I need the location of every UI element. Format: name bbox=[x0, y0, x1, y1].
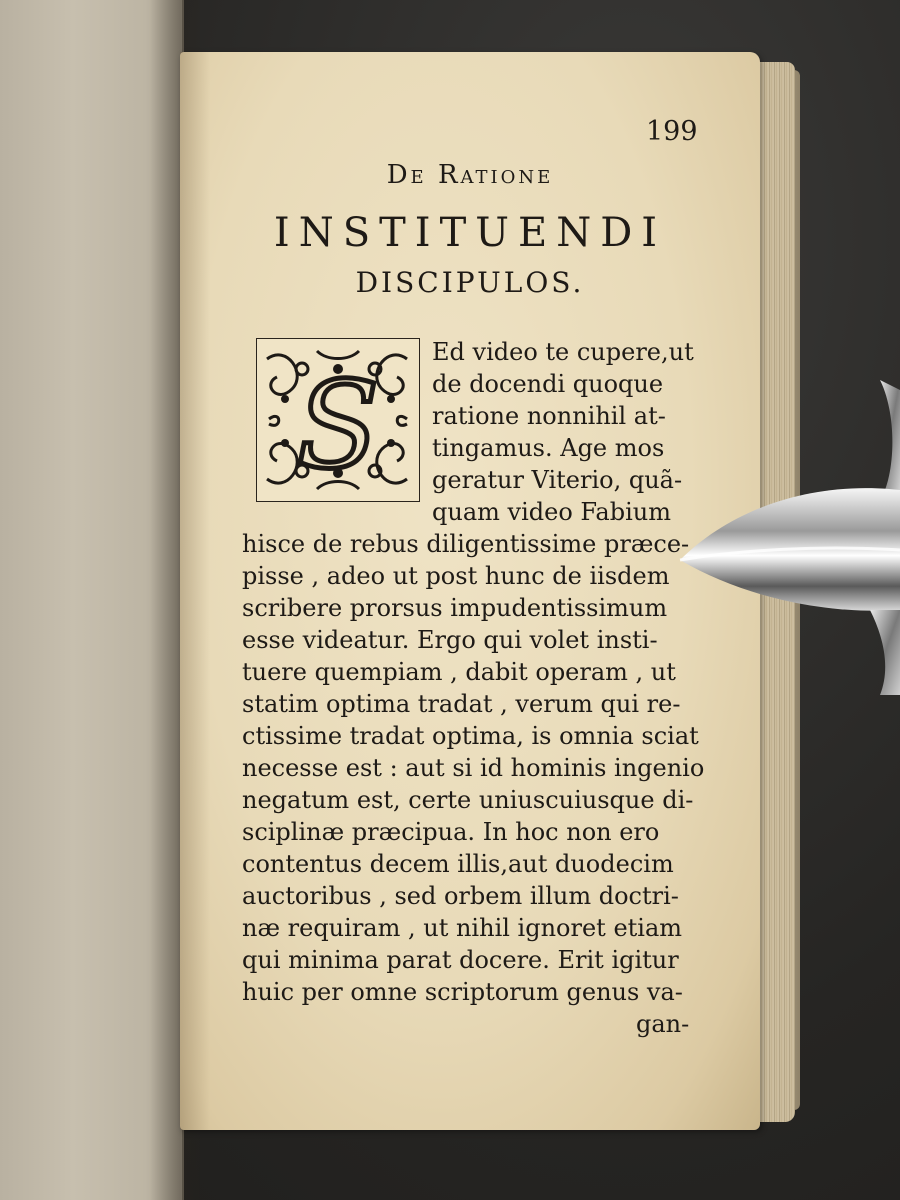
text-line-1: Ed video te cupere,ut bbox=[432, 338, 694, 366]
text-line-13: ctissime tradat optima, is omnia sciat bbox=[242, 722, 699, 750]
text-line-12: statim optima tradat , verum qui re- bbox=[242, 690, 681, 718]
text-line-17: contentus decem illis,aut duodecim bbox=[242, 850, 674, 878]
text-line-6: quam video Fabium bbox=[432, 498, 671, 526]
text-line-3: ratione nonnihil at- bbox=[432, 402, 666, 430]
text-line-11: tuere quempiam , dabit operam , ut bbox=[242, 658, 676, 686]
text-line-10: esse videatur. Ergo qui volet insti- bbox=[242, 626, 658, 654]
text-line-20: qui minima parat docere. Erit igitur bbox=[242, 946, 679, 974]
ornamental-initial-s-icon bbox=[256, 338, 420, 502]
text-line-16: sciplinæ præcipua. In hoc non ero bbox=[242, 818, 660, 846]
text-line-5: geratur Viterio, quã- bbox=[432, 466, 683, 494]
text-line-2: de docendi quoque bbox=[432, 370, 664, 398]
text-line-9: scribere prorsus impudentissimum bbox=[242, 594, 668, 622]
chapter-title-line-2: DISCIPULOS. bbox=[355, 266, 585, 299]
drop-cap-ornament bbox=[257, 339, 419, 501]
text-line-15: negatum est, certe uniuscuiusque di- bbox=[242, 786, 694, 814]
text-line-18: auctoribus , sed orbem illum doctri- bbox=[242, 882, 679, 910]
drop-cap-letter: S bbox=[296, 357, 380, 496]
text-line-4: tingamus. Age mos bbox=[432, 434, 665, 462]
text-line-8: pisse , adeo ut post hunc de iisdem bbox=[242, 562, 670, 590]
chapter-title-line-1: INSTITUENDI bbox=[273, 210, 667, 256]
text-line-19: næ requiram , ut nihil ignoret etiam bbox=[242, 914, 683, 942]
text-line-21: huic per omne scriptorum genus va- bbox=[242, 978, 683, 1006]
catchword: gan- bbox=[636, 1010, 690, 1038]
text-line-14: necesse est : aut si id hominis ingenio bbox=[242, 754, 705, 782]
page-number: 199 bbox=[646, 116, 698, 147]
text-line-7: hisce de rebus diligentissime præce- bbox=[242, 530, 690, 558]
chrome-book-weight-icon bbox=[670, 360, 900, 700]
running-head: De Ratione bbox=[386, 160, 554, 190]
